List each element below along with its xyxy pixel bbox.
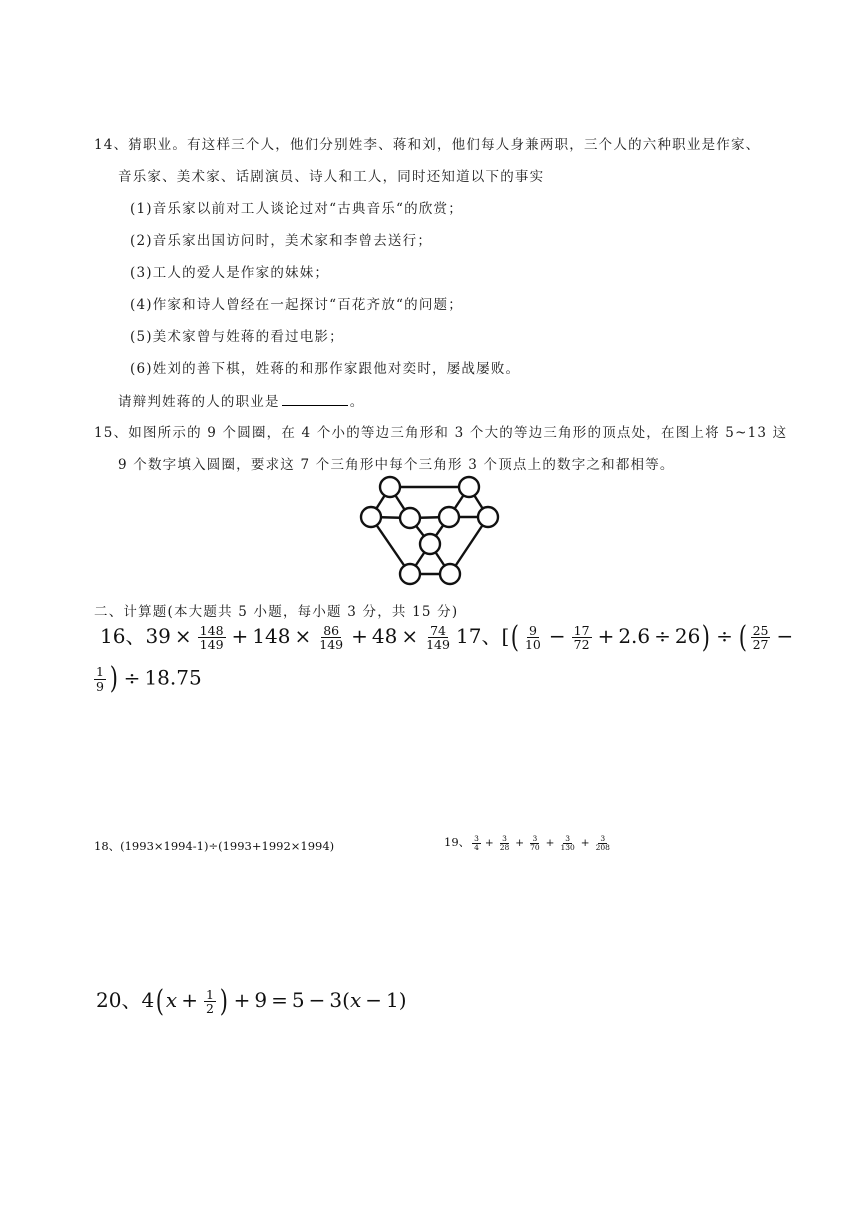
fraction <box>424 624 452 651</box>
right-paren: ) <box>219 983 228 1019</box>
denominator: 149 <box>426 637 450 652</box>
q20-term: 1 <box>385 988 399 1012</box>
times-sign: × <box>401 624 419 648</box>
plus-sign: + <box>545 837 555 849</box>
right-paren: ) <box>398 988 407 1012</box>
plus-sign: + <box>233 988 251 1012</box>
answer-blank[interactable] <box>282 392 348 406</box>
q16-term: 48 <box>371 624 398 648</box>
denominator: 72 <box>573 637 590 652</box>
q20-label: 20、 <box>96 988 142 1012</box>
denominator: 28 <box>499 842 510 852</box>
circle-node <box>459 477 479 497</box>
circle-node <box>439 507 459 527</box>
q17-term: 18.75 <box>144 665 202 690</box>
q20-term: 5 <box>291 988 305 1012</box>
q16-term: 39 <box>145 624 171 648</box>
variable-x: x <box>349 988 362 1012</box>
fraction <box>498 835 512 852</box>
right-paren: ) <box>109 661 118 696</box>
denominator: 9 <box>96 678 104 694</box>
plus-sign: + <box>597 624 615 648</box>
denominator: 149 <box>199 637 224 652</box>
q17-label: 17、 <box>456 624 502 648</box>
denominator: 27 <box>752 637 769 652</box>
plus-sign: + <box>515 837 525 849</box>
q18-expression: 18、(1993×1994-1)÷(1993+1992×1994) <box>94 839 335 853</box>
q16-term: 148 <box>252 624 291 648</box>
fraction <box>198 624 226 651</box>
left-paren: ( <box>155 983 165 1019</box>
q15-line-1: 15、如图所示的 9 个圆圈，在 4 个小的等边三角形和 3 个大的等边三角形的顶点处，在图上将 5~13 这 <box>94 425 788 441</box>
q14-line-1: 14、猜职业。有这样三个人，他们分别姓李、蒋和刘，他们每人身兼两职，三个人的六种职业是作家、 <box>94 137 761 153</box>
numerator: 74 <box>430 622 446 638</box>
circle-node <box>380 477 400 497</box>
q14-fact-3: (3)工人的爱人是作家的妹妹； <box>130 265 330 281</box>
divide-sign: ÷ <box>716 624 733 648</box>
fraction <box>594 835 612 852</box>
numerator: 9 <box>528 622 537 638</box>
plus-sign: + <box>231 624 249 648</box>
left-paren: ( <box>738 619 747 655</box>
denominator: 70 <box>530 842 540 852</box>
fraction <box>317 624 345 651</box>
q17-expression-part-1 <box>456 620 797 653</box>
q17-expression-part-2 <box>92 661 202 696</box>
q14-question-text: 请辩判姓蒋的人的职业是 <box>118 394 280 410</box>
fraction <box>558 835 576 852</box>
denominator: 149 <box>319 637 344 652</box>
denominator: 4 <box>474 842 479 852</box>
minus-sign: − <box>365 988 382 1012</box>
numerator: 3 <box>600 833 606 843</box>
numerator: 148 <box>199 622 224 638</box>
q16-expression <box>100 620 454 651</box>
divide-sign: ÷ <box>123 665 141 690</box>
numerator: 1 <box>96 664 104 680</box>
times-sign: × <box>174 624 192 648</box>
circle-node <box>400 508 420 528</box>
variable-x: x <box>165 988 178 1012</box>
circle-node <box>361 507 381 527</box>
plus-sign: + <box>580 837 590 849</box>
divide-sign: ÷ <box>654 624 671 648</box>
section-2-heading: 二、计算题(本大题共 5 小题，每小题 3 分，共 15 分) <box>94 604 459 620</box>
denominator: 130 <box>560 842 575 852</box>
figure-edges <box>371 487 488 574</box>
q17-term: 26 <box>674 624 701 648</box>
denominator: 10 <box>524 637 541 652</box>
equals-sign: = <box>271 988 288 1012</box>
minus-sign: − <box>776 624 794 648</box>
plus-sign: + <box>181 988 198 1012</box>
q16-label: 16、 <box>100 624 146 648</box>
q15-line-2: 9 个数字填入圆圈，要求这 7 个三角形中每个三角形 3 个顶点上的数字之和都相等。 <box>118 457 675 473</box>
q17-term: 2.6 <box>618 624 651 648</box>
times-sign: × <box>294 624 312 648</box>
circle-triangle-figure <box>358 472 502 590</box>
minus-sign: − <box>548 624 566 648</box>
q19-expression <box>444 834 614 851</box>
denominator: 208 <box>595 842 610 852</box>
q20-term: 4 <box>141 988 155 1012</box>
numerator: 3 <box>502 833 507 843</box>
bracket: [ <box>501 624 510 648</box>
q14-fact-6: (6)姓刘的善下棋，姓蒋的和那作家跟他对奕时，屡战屡败。 <box>130 361 521 377</box>
q14-fact-5: (5)美术家曾与姓蒋的看过电影； <box>130 329 344 345</box>
fraction <box>751 624 771 651</box>
fraction <box>94 665 106 692</box>
circle-node <box>420 534 440 554</box>
numerator: 86 <box>323 622 340 638</box>
q14-fact-2: (2)音乐家出国访问时，美术家和李曾去送行； <box>130 233 433 249</box>
q14-fact-1: (1)音乐家以前对工人谈论过对“古典音乐“的欣赏； <box>130 201 463 217</box>
numerator: 1 <box>205 986 214 1002</box>
q14-question <box>118 392 364 411</box>
numerator: 3 <box>474 833 479 843</box>
numerator: 25 <box>752 622 769 638</box>
plus-sign: + <box>351 624 368 648</box>
q20-term: 9 <box>254 988 268 1012</box>
numerator: 3 <box>565 833 570 843</box>
minus-sign: − <box>308 988 326 1012</box>
fraction <box>572 624 592 651</box>
right-paren: ) <box>702 619 711 655</box>
numerator: 17 <box>573 622 590 638</box>
plus-sign: + <box>484 837 494 849</box>
circle-node <box>440 564 460 584</box>
fraction <box>528 835 542 852</box>
q14-question-end: 。 <box>349 394 365 410</box>
fraction <box>523 624 543 651</box>
q20-equation <box>96 984 407 1017</box>
q14-line-2: 音乐家、美术家、话剧演员、诗人和工人，同时还知道以下的事实 <box>118 169 545 185</box>
fraction <box>204 988 216 1015</box>
q19-label: 19、 <box>444 835 471 849</box>
left-paren: ( <box>511 619 520 655</box>
circle-node <box>400 564 420 584</box>
numerator: 3 <box>532 833 538 843</box>
circle-node <box>478 507 498 527</box>
q14-fact-4: (4)作家和诗人曾经在一起探讨“百花齐放“的问题； <box>130 297 463 313</box>
left-paren: ( <box>342 988 350 1012</box>
denominator: 2 <box>205 1001 214 1016</box>
fraction <box>472 835 481 852</box>
q20-term: 3 <box>329 988 343 1012</box>
